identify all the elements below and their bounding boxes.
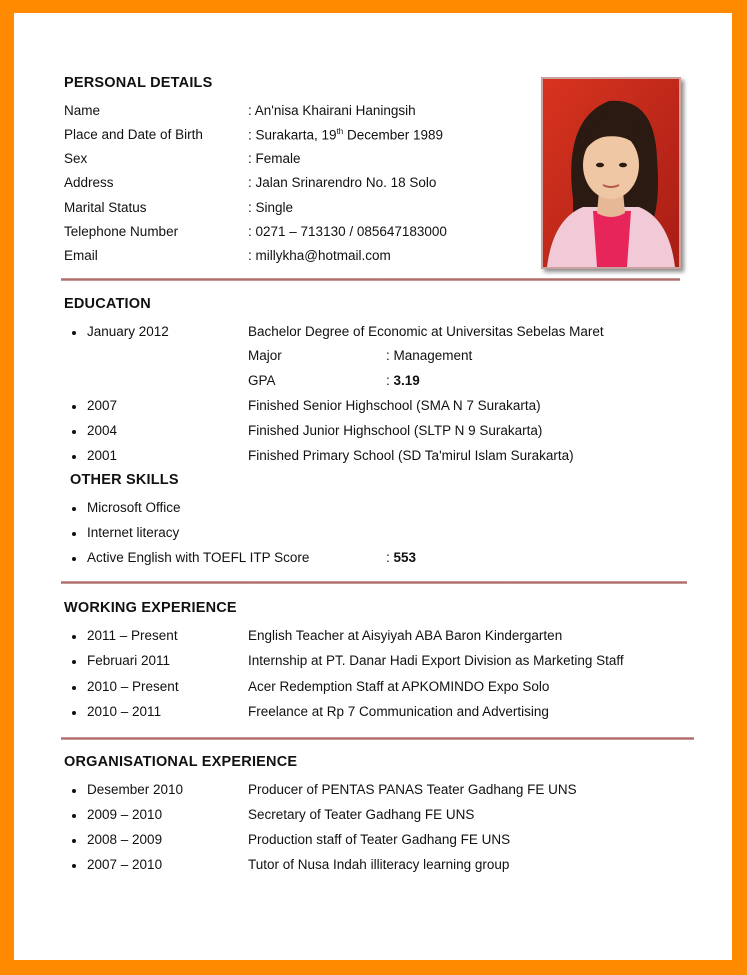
email-label: Email (64, 248, 98, 263)
org-desc: Secretary of Teater Gadhang FE UNS (248, 807, 475, 822)
work-date: 2011 – Present (87, 628, 178, 643)
skill-item: Microsoft Office (87, 500, 181, 515)
name-label: Name (64, 103, 101, 118)
phone-label: Telephone Number (64, 224, 179, 239)
bullet (72, 635, 76, 639)
org-date: 2007 – 2010 (87, 857, 163, 872)
bullet (72, 686, 76, 690)
education-desc: Finished Primary School (SD Ta'mirul Islam Surakarta) (248, 448, 574, 463)
org-desc: Tutor of Nusa Indah illiteracy learning group (248, 857, 510, 872)
education-desc: Finished Senior Highschool (SMA N 7 Surakarta) (248, 398, 541, 413)
birth-value: : Surakarta, 19th December 1989 (248, 127, 444, 143)
org-date: Desember 2010 (87, 782, 184, 797)
toefl-colon: : (386, 550, 394, 565)
section-divider (61, 737, 694, 740)
email-value: : millykha@hotmail.com (248, 248, 391, 263)
education-heading: EDUCATION (64, 296, 151, 312)
bullet (72, 789, 76, 793)
work-date: 2010 – 2011 (87, 704, 162, 719)
bullet (72, 864, 76, 868)
birth-label: Place and Date of Birth (64, 127, 203, 142)
education-desc: Finished Junior Highschool (SLTP N 9 Surakarta) (248, 423, 543, 438)
bullet (72, 839, 76, 843)
bullet (72, 557, 76, 561)
work-desc: English Teacher at Aisyiyah ABA Baron Kindergarten (248, 628, 563, 643)
working-experience-heading: WORKING EXPERIENCE (64, 600, 237, 616)
address-value: : Jalan Srinarendro No. 18 Solo (248, 175, 437, 190)
education-date: 2007 (87, 398, 118, 413)
skill-item: Active English with TOEFL ITP Score (87, 550, 310, 565)
personal-details-heading: PERSONAL DETAILS (64, 75, 213, 91)
work-desc: Freelance at Rp 7 Communication and Advertising (248, 704, 549, 719)
education-desc: Bachelor Degree of Economic at Universitas Sebelas Maret (248, 324, 604, 339)
cv-page (14, 13, 732, 960)
org-desc: Production staff of Teater Gadhang FE UNS (248, 832, 511, 847)
education-date: 2004 (87, 423, 118, 438)
toefl-score-wrap (386, 550, 416, 565)
profile-photo (541, 77, 681, 269)
org-desc: Producer of PENTAS PANAS Teater Gadhang FE UNS (248, 782, 577, 797)
education-date: January 2012 (87, 324, 169, 339)
bullet (72, 405, 76, 409)
gpa-value: 3.19 (393, 373, 420, 388)
marital-value: : Single (248, 200, 294, 215)
sex-label: Sex (64, 151, 88, 166)
major-value: : Management (386, 348, 473, 363)
name-value: : An'nisa Khairani Haningsih (248, 103, 416, 118)
toefl-score: 553 (393, 550, 417, 565)
bullet (72, 711, 76, 715)
major-label: Major (248, 348, 282, 363)
skill-item: Internet literacy (87, 525, 180, 540)
section-divider (61, 278, 680, 281)
bullet (72, 507, 76, 511)
work-date: 2010 – Present (87, 679, 179, 694)
section-divider (61, 581, 687, 584)
work-desc: Internship at PT. Danar Hadi Export Division as Marketing Staff (248, 653, 624, 668)
phone-value: : 0271 – 713130 / 085647183000 (248, 224, 447, 239)
other-skills-heading: OTHER SKILLS (70, 472, 179, 488)
bullet (72, 532, 76, 536)
portrait-illustration (543, 79, 679, 267)
organisational-experience-heading: ORGANISATIONAL EXPERIENCE (64, 754, 298, 770)
sex-value: : Female (248, 151, 301, 166)
bullet (72, 814, 76, 818)
gpa-value-wrap (386, 373, 420, 388)
bullet (72, 660, 76, 664)
address-label: Address (64, 175, 114, 190)
org-date: 2009 – 2010 (87, 807, 163, 822)
work-desc: Acer Redemption Staff at APKOMINDO Expo Solo (248, 679, 550, 694)
bullet (72, 331, 76, 335)
education-date: 2001 (87, 448, 118, 463)
gpa-label: GPA (248, 373, 276, 388)
bullet (72, 455, 76, 459)
bullet (72, 430, 76, 434)
gpa-colon: : (386, 373, 394, 388)
marital-label: Marital Status (64, 200, 147, 215)
work-date: Februari 2011 (87, 653, 171, 668)
org-date: 2008 – 2009 (87, 832, 163, 847)
